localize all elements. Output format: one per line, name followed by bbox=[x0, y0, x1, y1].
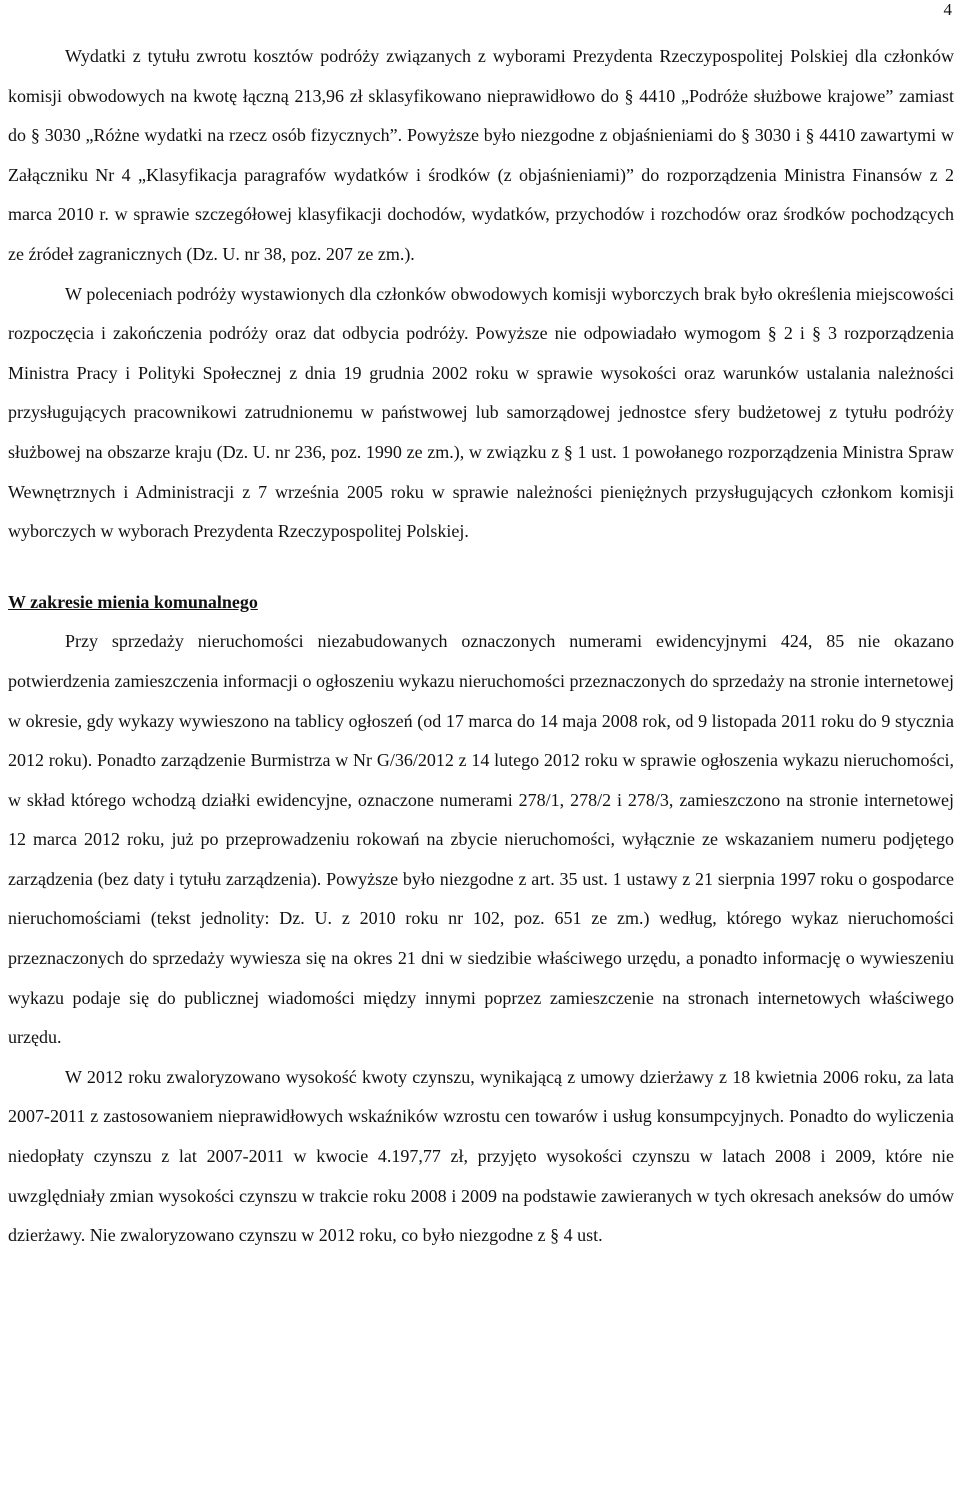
section-heading: W zakresie mienia komunalnego bbox=[8, 591, 258, 612]
paragraph-property-sale: Przy sprzedaży nieruchomości niezabudowanych oznaczonych numerami ewidencyjnymi 424, 85 nie okazano potwierdzenia zamieszczenia informacji o ogłoszeniu wykazu nieruchomości przeznaczonych do sprzedaży na stronie internetowej w okresie, gdy wykazy wywieszono na tablicy ogłoszeń (od 17 marca do 14 maja 2008 rok, od 9 listopada 2011 roku do 9 stycznia 2012 roku). Ponadto zarządzenie Burmistrza w Nr G/36/2012 z 14 lutego 2012 roku w sprawie ogłoszenia wykazu nieruchomości, w skład którego wchodzą działki ewidencyjne, oznaczone numerami 278/1, 278/2 i 278/3, zamieszczono na stronie internetowej 12 marca 2012 roku, już po przeprowadzeniu rokowań na zbycie nieruchomości, wyłącznie ze wskazaniem numeru podjętego zarządzenia (bez daty i tytułu zarządzenia). Powyższe było niezgodne z art. 35 ust. 1 ustawy z 21 sierpnia 1997 roku o gospodarce nieruchomościami (tekst jednolity: Dz. U. z 2010 roku nr 102, poz. 651 ze zm.) według, którego wykaz nieruchomości przeznaczonych do sprzedaży wywiesza się na okres 21 dni w siedzibie właściwego urzędu, a ponadto informację o wywieszeniu wykazu podaje się do publicznej wiadomości między innymi poprzez zamieszczenie na stronach internetowych właściwego urzędu. bbox=[8, 631, 954, 1048]
paragraph-travel-orders: W poleceniach podróży wystawionych dla członków obwodowych komisji wyborczych brak było określenia miejscowości rozpoczęcia i zakończenia podróży oraz dat odbycia podróży. Powyższe nie odpowiadało wymogom § 2 i § 3 rozporządzenia Ministra Pracy i Polityki Społecznej z dnia 19 grudnia 2002 roku w sprawie wysokości oraz warunków ustalania należności przysługujących pracownikowi zatrudnionemu w państwowej lub samorządowej jednostce sfery budżetowej z tytułu podróży służbowej na obszarze kraju (Dz. U. nr 236, poz. 1990 ze zm.), w związku z § 1 ust. 1 powołanego rozporządzenia Ministra Spraw Wewnętrznych i Administracji z 7 września 2005 roku w sprawie należności pieniężnych przysługujących członkom komisji wyborczych w wyborach Prezydenta Rzeczypospolitej Polskiej. bbox=[8, 283, 954, 542]
paragraph-travel-costs: Wydatki z tytułu zwrotu kosztów podróży związanych z wyborami Prezydenta Rzeczypospolitej Polskiej dla członków komisji obwodowych na kwotę łączną 213,96 zł sklasyfikowano nieprawidłowo do § 4410 „Podróże służbowe krajowe” zamiast do § 3030 „Różne wydatki na rzecz osób fizycznych”. Powyższe było niezgodne z objaśnieniami do § 3030 i § 4410 zawartymi w Załączniku Nr 4 „Klasyfikacja paragrafów wydatków i środków (z objaśnieniami)” do rozporządzenia Ministra Finansów z 2 marca 2010 r. w sprawie szczegółowej klasyfikacji dochodów, wydatków, przychodów i rozchodów oraz środków pochodzących ze źródeł zagranicznych (Dz. U. nr 38, poz. 207 ze zm.). bbox=[8, 46, 954, 264]
document-body bbox=[8, 37, 954, 1256]
page-number: 4 bbox=[943, 0, 952, 19]
paragraph-lease-rent: W 2012 roku zwaloryzowano wysokość kwoty czynszu, wynikającą z umowy dzierżawy z 18 kwietnia 2006 roku, za lata 2007-2011 z zastosowaniem nieprawidłowych wskaźników wzrostu cen towarów i usług konsumpcyjnych. Ponadto do wyliczenia niedopłaty czynszu z lat 2007-2011 w kwocie 4.197,77 zł, przyjęto wysokości czynszu w latach 2008 i 2009, które nie uwzględniały zmian wysokości czynszu w trakcie roku 2008 i 2009 na podstawie zawieranych w tych okresach aneksów do umów dzierżawy. Nie zwaloryzowano czynszu w 2012 roku, co było niezgodne z § 4 ust. bbox=[8, 1066, 954, 1246]
